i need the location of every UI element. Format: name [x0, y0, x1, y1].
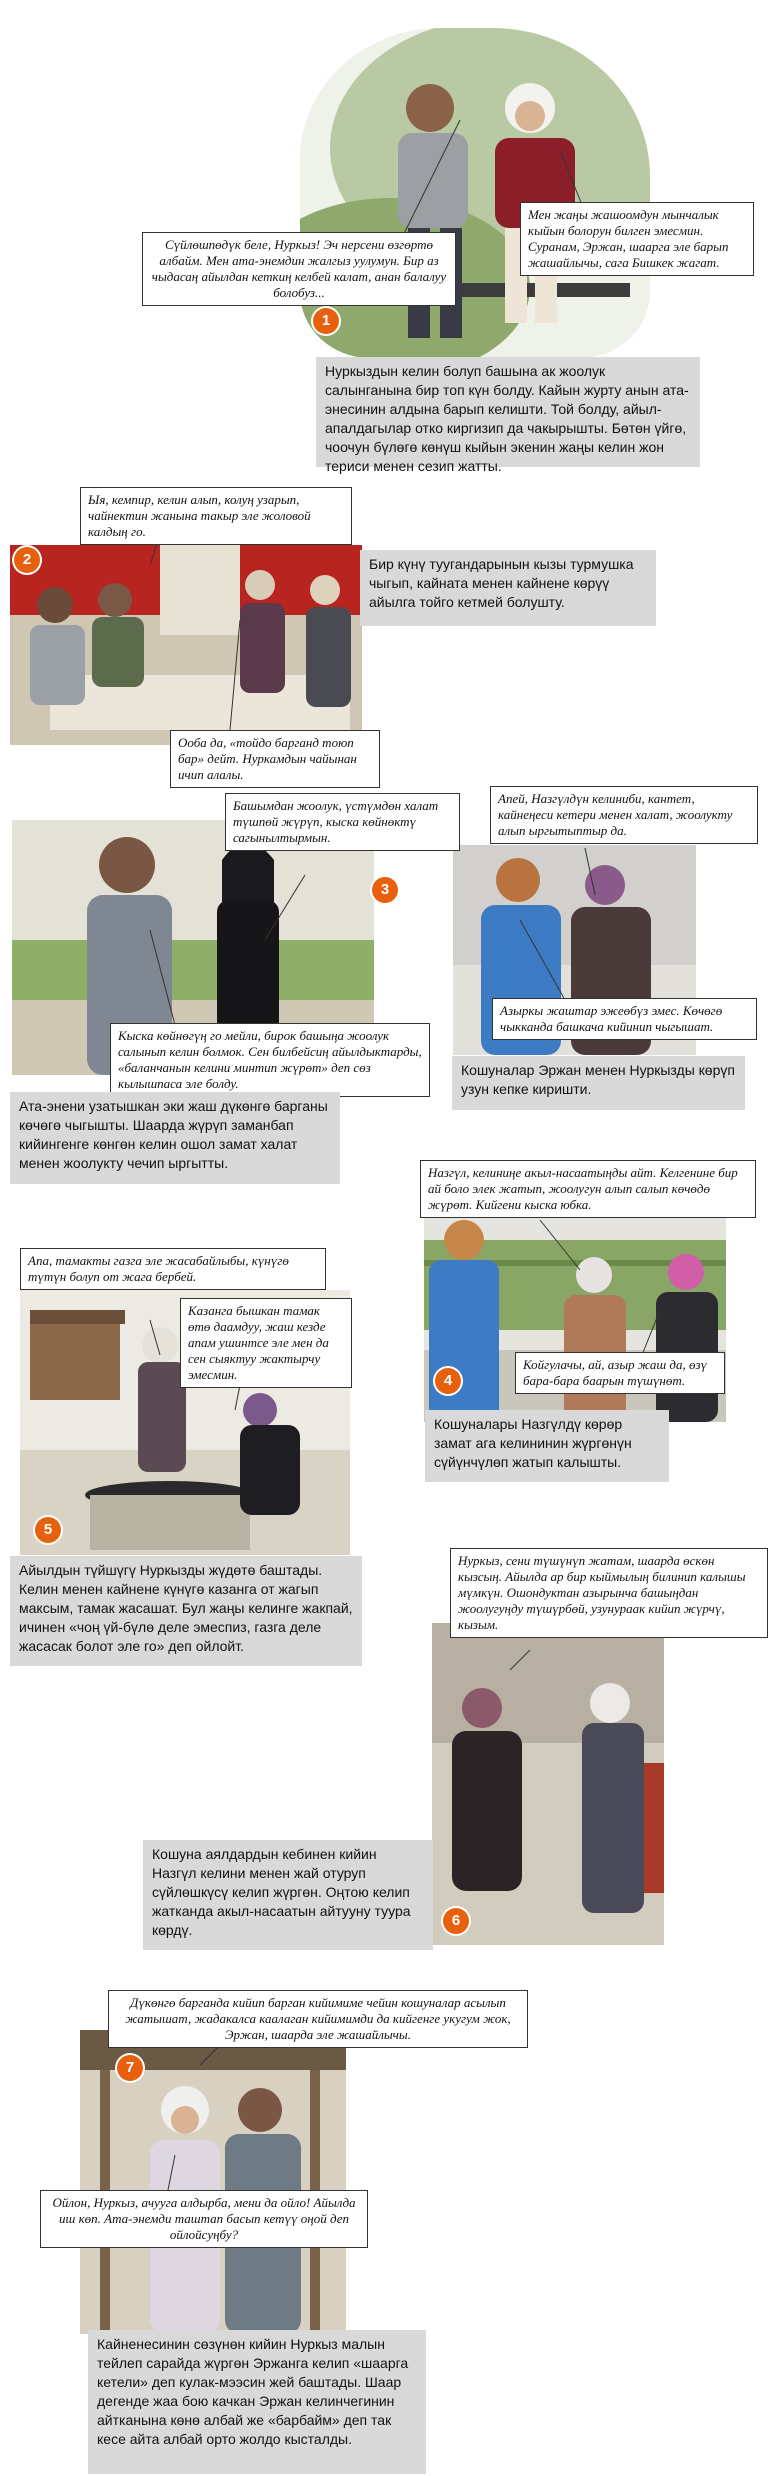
panel-number-7: 7 [117, 2055, 143, 2081]
speech-bubble-nazgul: Койгулачы, ай, азыр жаш да, өзү бара-бара баарын түшүнөт. [515, 1352, 725, 1394]
speech-bubble-erzhan: Сүйлөшпөдүк беле, Нуркыз! Эч нерсени өзгөртө албайм. Мен ата-энемдин жалгыз уулумун. Бир аз чыдасаң айылдан кеткиң келбей калат, анан балалуу болобуз... [142, 232, 456, 306]
caption-neighbors: Кошуналар Эржан менен Нуркызды көрүп узун кепке киришти. [452, 1056, 745, 1110]
caption-panel-4: Кошуналары Назгүлдү көрөр замат ага келининин жүргөнүн сүйүнчүлөп жатып калышты. [425, 1410, 669, 1482]
caption-panel-7: Кайненесинин сөзүнөн кийин Нуркыз малын тейлеп сарайда жүргөн Эржанга келип «шаарга кетели» деп кулак-мээсин жей баштады. Шаар дегенде жаа бою качкан Эржан келинчегинин айтканына көнө албай же «барбайм» деп так кесе айта албай орто жолдо кысталды. [88, 2330, 426, 2474]
speech-bubble-kaynene-kazan: Казанга бышкан тамак өтө даамдуу, жаш кезде апам ушинтсе эле мен да сен сыяктуу жактырчу эмесмин. [180, 1298, 352, 1388]
speech-bubble-nurkyz-gas: Апа, тамакты газга эле жасабайлыбы, күнүгө түтүн болуп от жага бербей. [20, 1248, 326, 1290]
speech-bubble-kaynene: Ооба да, «тойдо барганд тоюп бар» дейт. Нуркамдын чайынан ичип алалы. [170, 730, 380, 788]
panel-number-5: 5 [35, 1517, 61, 1543]
speech-bubble-erzhan-village: Ойлон, Нуркыз, ачууга алдырба, мени да ойло! Айылда иш көп. Ата-энемди таштап басып кетүү оңой деп ойлойсуңбу? [40, 2190, 368, 2248]
caption-panel-6: Кошуна аялдардын кебинен кийин Назгүл келини менен жай отуруп сүйлөшкүсү келип жүргөн. Оңтою келип жаткандa акыл-насаатын айтууну туура көрдү. [143, 1840, 433, 1950]
panel-number-1: 1 [313, 308, 339, 334]
caption-panel-1: Нуркыздын келин болуп башына ак жоолук салынганына бир топ күн болду. Кайын журту анын ата-энесинин алдына барып келишти. Той болду, айыл-апалдагылар отко киргизип да чакырышты. Бөтөн үйгө, чоочун бүлөгө көнүш кыйын экенин жаңы келин жон териси менен сезип жатты. [316, 357, 700, 467]
speech-bubble-nurkyz-short-dress: Башымдан жоолук, үстүмдөн халат түшпөй жүрүп, кыска көйнөктү сагынылтырмын. [225, 793, 460, 851]
caption-panel-5: Айылдын түйшүгү Нуркызды жүдөтө баштады. Келин менен кайнене күнүгө казанга от жагып максым, тамак жасашат. Бул жаңы келинге жакпай, ичинен «чоң үй-бүлө деле эмеспиз, газга деле жасасак болот эле го» деп ойлойт. [10, 1556, 362, 1666]
speech-bubble-nurkyz: Мен жаңы жашоомдун мынчалык кыйын болорун билген эмесмин. Суранам, Эржан, шаарга эле барып жашайлычы, сага Бишкек жагат. [520, 202, 754, 276]
speech-bubble-nazgul-advice: Нуркыз, сени түшүнүп жатам, шаарда өскөн кызсың. Айылда ар бир кыймылың билинип калышы мүмкүн. Ошондуктан азырынча башыңдан жоолугуңду түшүрбөй, узунураак кийип жүрчү, кызым. [450, 1548, 768, 1638]
speech-bubble-kaynata: Ыя, кемпир, келин алып, колуң узарып, чайнектин жанына такыр эле жоловой калдың го. [80, 487, 352, 545]
panel-number-6: 6 [443, 1908, 469, 1934]
speech-bubble-erzhan-headscarf: Кыска көйнөгүң го мейли, бирок башыңа жоолук салынып келин болмок. Сен билбейсиң айылдыктарды, «баланчанын келини минтип жүрөт» деп сөз кылышпаса эле болду. [110, 1023, 430, 1097]
speech-bubble-nurkyz-city: Дүкөнгө барганда кийип барган кийимиме чейин кошуналар асылып жатышат, жадакалса каалаган кийимимди да кийгенге укугум жок, Эржан, шаарда эле жашайлычы. [108, 1990, 528, 2048]
speech-bubble-neighbor-2: Азыркы жаштар эжеөбүз эмес. Көчөгө чыкканда башкача кийинип чыгышат. [492, 998, 757, 1040]
panel-number-3: 3 [372, 877, 398, 903]
speech-bubble-neighbor-advice: Назгүл, келиниңе акыл-насаатыңды айт. Келгенине бир ай боло элек жатып, жоолугун алып салып көчөдө жүрөт. Кийгени кыска юбка. [420, 1160, 756, 1218]
panel-number-2: 2 [14, 547, 40, 573]
photo-mother-daughter-in-law [432, 1623, 664, 1945]
caption-panel-3: Ата-энени узатышкан эки жаш дүкөнгө барганы көчөгө чыгышты. Шаарда жүрүп заманбап кийингенге көнгөн келин ошол замат халат менен жоолукту чечип ыргытты. [10, 1092, 340, 1184]
speech-bubble-neighbor-1: Апей, Назгүлдүн келиниби, кантет, кайнеңеси кетери менен халат, жоолукту алып ыргытыптыр да. [490, 786, 758, 844]
bubble-tail [0, 0, 768, 380]
panel-number-4: 4 [435, 1368, 461, 1394]
caption-panel-2: Бир күнү туугандарынын кызы турмушка чыгып, кайната менен кайнене көрүү айылга тойго кетмей болушту. [360, 550, 656, 626]
